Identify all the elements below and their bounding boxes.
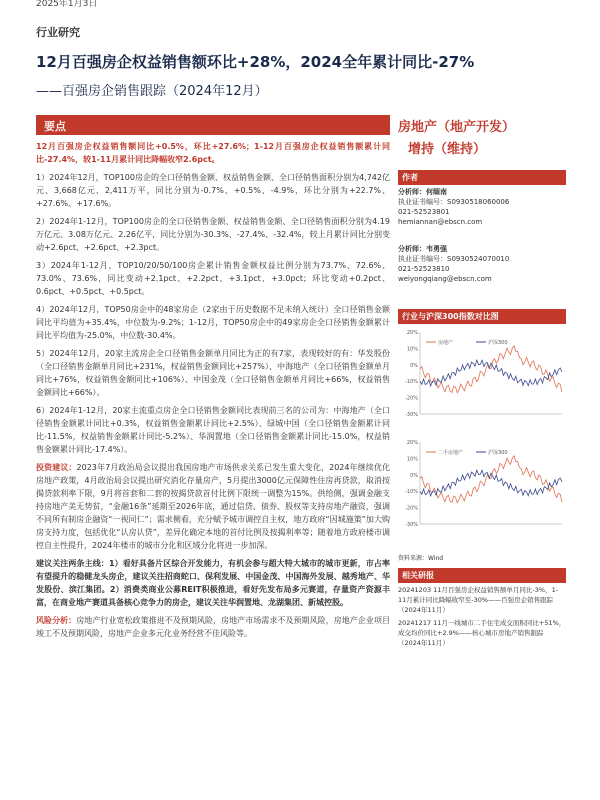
y-tick-label: -20% <box>405 395 418 402</box>
related-report-2[interactable]: 20241217 11月一线城市二手住宅成交面积同比+51%，成交均价同比+2.9%——核心城市房地产销售跟踪（2024年11月） <box>398 619 566 647</box>
point-4: 4）2024年12月，TOP50房企中的48家房企（2家由于历史数据不足未纳入统计）全口径销售金额同比平均值为+35.4%，中位数为-9.2%；1-12月，TOP50房企中的49家房企全口径销售金额累计同比平均值为-25.0%，中位数-30.4%。 <box>36 305 390 340</box>
point-6: 6）2024年1-12月，20家主流重点房企全口径销售金额同比表现前三名的公司为：中海地产（全口径销售金额累计同比+0.3%，权益销售金额累计同比+2.5%）、绿城中国（全口径销售金额累计同比-11.5%，权益销售金额累计同比-5.2%）、华润置地（全口径销售金额累计同比-15.0%，权益销售金额累计同比-17.4%）。 <box>36 406 390 454</box>
risk-label: 风险分析： <box>36 616 77 625</box>
related-report-1[interactable]: 20241203 11月百强房企权益销售额单月同比-3%，1-11月累计同比降幅收窄至-30%——百强房企销售跟踪（2024年11月） <box>398 586 559 614</box>
focus-lines <box>36 557 390 609</box>
y-tick-label: -10% <box>405 379 418 386</box>
sector-rating <box>398 117 568 161</box>
report-date: 2025年1月3日 <box>36 0 98 9</box>
y-tick-label: 10% <box>406 456 418 463</box>
analyst-email[interactable]: weiyongqiang@ebscn.com <box>398 275 492 283</box>
point-5: 5）2024年12月，20家主流房企全口径销售金额单月同比为正的有7家，表现较好的有：华发股份（全口径销售金额单月同比+231%，权益销售金额同比+257%）、中海地产（全口径销售金额单月同比+76%，权益销售金额同比+106%）、中国金茂（全口径销售金额单月同比+66%，权益销售金额同比+66%）。 <box>36 349 390 397</box>
series-line-1 <box>420 470 562 496</box>
y-tick-label: 0% <box>410 362 418 369</box>
chart-bottom <box>405 440 562 528</box>
series-line-1 <box>420 360 562 386</box>
y-tick-label: -30% <box>405 522 418 528</box>
report-subtitle: ——百强房企销售跟踪（2024年12月） <box>36 84 268 99</box>
chart-source: 资料来源：Wind <box>398 555 444 562</box>
y-tick-label: -30% <box>405 412 418 418</box>
sector-name: 房地产（地产开发） <box>398 120 516 135</box>
investment-label: 投资建议： <box>36 463 77 472</box>
risk-text: 房地产行业宽松政策推进不及预期风险，房地产市场需求不及预期风险，房地产企业项目竣工不及预期风险，房地产企业多元化业务经营不佳风险等。 <box>36 616 390 638</box>
lead-paragraph: 12月百强房企权益销售额同比+0.5%，环比+27.6%；1-12月百强房企权益销售额累计同比-27.4%，较1-11月累计同比降幅收窄2.6pct。 <box>36 142 390 164</box>
legend-label: 房地产 <box>438 340 454 346</box>
focus-text: 1）看好具备片区综合开发能力，有机会参与超大特大城市的城市更新，市占率有望提升的稳健龙头房企，建议关注招商蛇口、保利发展、中国金茂、中国海外发展、越秀地产、华发股份、滨江集团。2）消费类商业公募REIT积极推进，看好先发布局多元赛道，存量资产资源丰富，在商业地产赛道具备核心竞争力的房企，建议关注华润置地、龙湖集团、新城控股。 <box>36 559 390 607</box>
analyst-1 <box>398 187 568 227</box>
related-reports <box>398 585 566 651</box>
chart-top <box>405 330 562 418</box>
rating: 增持（维持） <box>408 142 487 157</box>
y-tick-label: 20% <box>406 330 418 336</box>
charts-svg <box>398 328 566 550</box>
focus-label: 建议关注两条主线： <box>36 559 109 568</box>
point-2: 2）2024年1-12月，TOP100房企的全口径销售金额、权益销售金额、全口径销售面积分别为4.19万亿元、3.08万亿元、2.26亿平，同比分别为-30.3%、-27.4%、-32.4%，较上月累计同比分别变动+2.6pct、+2.6pct、+2.3pct。 <box>36 217 390 252</box>
analyst-phone: 021-52523801 <box>398 208 450 216</box>
point-1: 1）2024年12月，TOP100房企的全口径销售金额、权益销售金额、全口径销售面积分别为4,742亿元、3,668亿元、2,411万平，同比分别为-0.7%、+0.5%、-4.9%，环比分别为+22.7%、+27.6%、+17.6%。 <box>36 173 390 208</box>
report-title: 12月百强房企权益销售额环比+28%，2024全年累计同比-27% <box>36 53 475 71</box>
point-3: 3）2024年1-12月，TOP10/20/50/100房企累计销售金额权益比例分别为73.7%、72.6%、73.0%、73.6%，同比变动+2.1pct、+2.2pct、+3.1pct、+3.0pct；环比变动+0.2pct、0.6pct、+0.5pct、+0.5pct。 <box>36 261 390 296</box>
analyst-name: 分析师：何缅南 <box>398 188 447 196</box>
legend-label: 沪深300 <box>488 450 508 456</box>
legend-label: 二手房地产 <box>438 450 464 456</box>
analyst-email[interactable]: hemiannan@ebscn.com <box>398 218 483 226</box>
key-points-label: 要点 <box>44 120 66 133</box>
series-line-0 <box>420 346 562 393</box>
report-category: 行业研究 <box>36 26 80 39</box>
y-tick-label: 20% <box>406 440 418 446</box>
key-points-body <box>36 140 390 645</box>
series-line-0 <box>420 456 562 503</box>
y-tick-label: -10% <box>405 489 418 496</box>
index-comparison-charts <box>398 328 566 550</box>
analyst-2 <box>398 244 568 284</box>
y-tick-label: -20% <box>405 505 418 512</box>
key-points-header <box>36 115 390 135</box>
chart-header: 行业与沪深300指数对比图 <box>398 309 566 324</box>
analyst-cert: 执业证书编号：S0930518060006 <box>398 198 510 206</box>
investment-text: 2023年7月政治局会议提出我国房地产市场供求关系已发生重大变化，2024年继续优化房地产政策，4月政治局会议提出研究消化存量房产，5月提出3000亿元保障性住房再贷款，取消按揭贷款利率下限，9月将首套和二套的按揭贷款首付比例下限统一调整为15%。供给侧，强调金融支持房地产美无势贫，“金融16条”延期至2026年底，通过信贷、债券、股权等支持房地产融资，强调不同所有制房企融资“一视同仁”；需求侧看，充分赋予城市调控自主权，地方政府“因城施策”加大购房支持力度，包括优化“认房认贷”，差异化确定本地的首付比例及按揭利率等；随着地方政府楼市调控自主性提升，2024年楼市的城市分化和区域分化将进一步加深。 <box>36 463 391 550</box>
related-header: 相关研报 <box>398 568 566 583</box>
analyst-phone: 021-52523810 <box>398 265 450 273</box>
y-tick-label: 10% <box>406 346 418 353</box>
authors-header: 作者 <box>398 170 566 185</box>
y-tick-label: 0% <box>410 472 418 479</box>
analyst-name: 分析师：韦勇强 <box>398 245 447 253</box>
investment-advice <box>36 461 390 552</box>
analyst-cert: 执业证书编号：S0930524070010 <box>398 255 510 263</box>
risk-analysis <box>36 614 390 640</box>
legend-label: 沪深300 <box>488 340 508 346</box>
